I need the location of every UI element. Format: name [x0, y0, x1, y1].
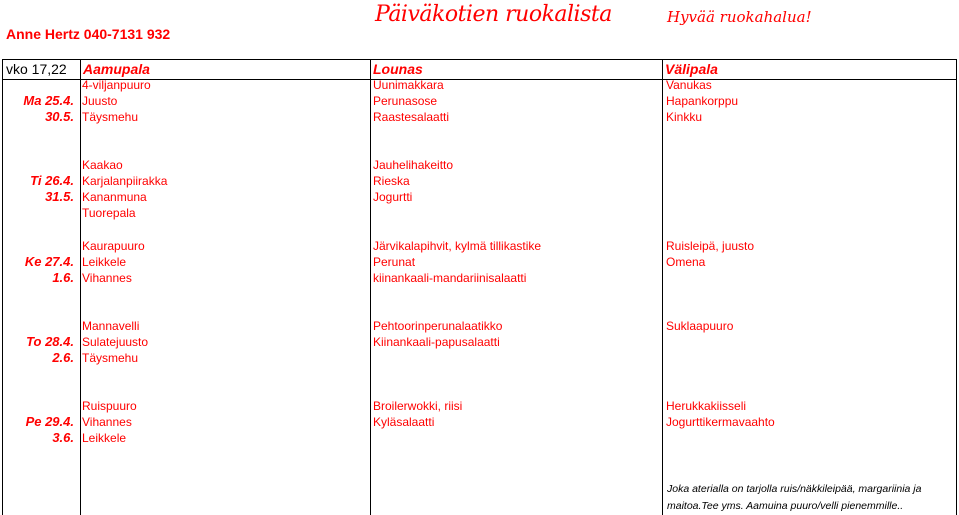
lunch-item: Broilerwokki, riisi: [373, 399, 463, 413]
snack-item: Jogurttikermavaahto: [666, 415, 775, 429]
lunch-item: Pehtoorinperunalaatikko: [373, 319, 503, 333]
column-divider: [662, 59, 663, 515]
column-header-breakfast: Aamupala: [83, 61, 150, 77]
lunch-item: Kyläsalaatti: [373, 415, 435, 429]
column-header-lunch: Lounas: [373, 61, 423, 77]
breakfast-item: Tuorepala: [82, 206, 136, 220]
snack-item: Hapankorppu: [666, 94, 739, 108]
column-divider: [80, 59, 81, 515]
snack-item: Ruisleipä, juusto: [666, 239, 755, 253]
lunch-item: Järvikalapihvit, kylmä tillikastike: [373, 239, 542, 253]
lunch-item: kiinankaali-mandariinisalaatti: [373, 271, 527, 285]
lunch-item: Perunasose: [373, 94, 438, 108]
breakfast-item: Vihannes: [82, 415, 132, 429]
breakfast-item: Sulatejuusto: [82, 335, 149, 349]
breakfast-item: Kaakao: [82, 158, 123, 172]
day-label: Ti 26.4.: [30, 173, 74, 188]
snack-item: Herukkakiisseli: [666, 399, 747, 413]
breakfast-item: Kananmuna: [82, 190, 147, 204]
lunch-item: Jauhelihakeitto: [373, 158, 454, 172]
breakfast-item: Ruispuuro: [82, 399, 137, 413]
contact-phone: Anne Hertz 040-7131 932: [6, 26, 171, 42]
breakfast-item: Täysmehu: [82, 110, 139, 124]
footnote-line: maitoa.Tee yms. Aamuina puuro/velli pienemmille..: [667, 500, 904, 512]
snack-item: Kinkku: [666, 110, 703, 124]
column-divider: [370, 59, 371, 515]
breakfast-item: Leikkele: [82, 431, 127, 445]
footnote-line: Joka aterialla on tarjolla ruis/näkkileipää, margariinia ja: [667, 483, 922, 495]
day-date: 1.6.: [52, 270, 74, 285]
lunch-item: Jogurtti: [373, 190, 413, 204]
breakfast-item: Täysmehu: [82, 351, 139, 365]
lunch-item: Kiinankaali-papusalaatti: [373, 335, 500, 349]
breakfast-item: Mannavelli: [82, 319, 140, 333]
table-border-right: [956, 59, 957, 515]
day-date: 2.6.: [52, 350, 74, 365]
snack-item: Omena: [666, 255, 706, 269]
day-date: 30.5.: [45, 109, 74, 124]
day-label: Ma 25.4.: [23, 93, 74, 108]
day-label: To 28.4.: [26, 334, 74, 349]
lunch-item: Rieska: [373, 174, 410, 188]
snack-item: Suklaapuuro: [666, 319, 734, 333]
breakfast-item: Kaurapuuro: [82, 239, 145, 253]
day-label: Pe 29.4.: [25, 414, 74, 429]
breakfast-item: Leikkele: [82, 255, 127, 269]
lunch-item: Uunimakkara: [373, 78, 444, 92]
page-title: Päiväkotien ruokalista: [375, 2, 612, 27]
day-date: 31.5.: [45, 189, 74, 204]
week-label: vko 17,22: [6, 61, 67, 77]
snack-item: Vanukas: [666, 78, 712, 92]
table-border-left: [2, 59, 3, 515]
breakfast-item: Vihannes: [82, 271, 132, 285]
column-header-snack: Välipala: [665, 61, 718, 77]
lunch-item: Perunat: [373, 255, 416, 269]
breakfast-item: Karjalanpiirakka: [82, 174, 168, 188]
day-label: Ke 27.4.: [24, 254, 74, 269]
greeting: Hyvää ruokahalua!: [667, 8, 812, 26]
day-date: 3.6.: [52, 430, 74, 445]
breakfast-item: 4-viljanpuuro: [82, 78, 151, 92]
lunch-item: Raastesalaatti: [373, 110, 450, 124]
breakfast-item: Juusto: [82, 94, 118, 108]
